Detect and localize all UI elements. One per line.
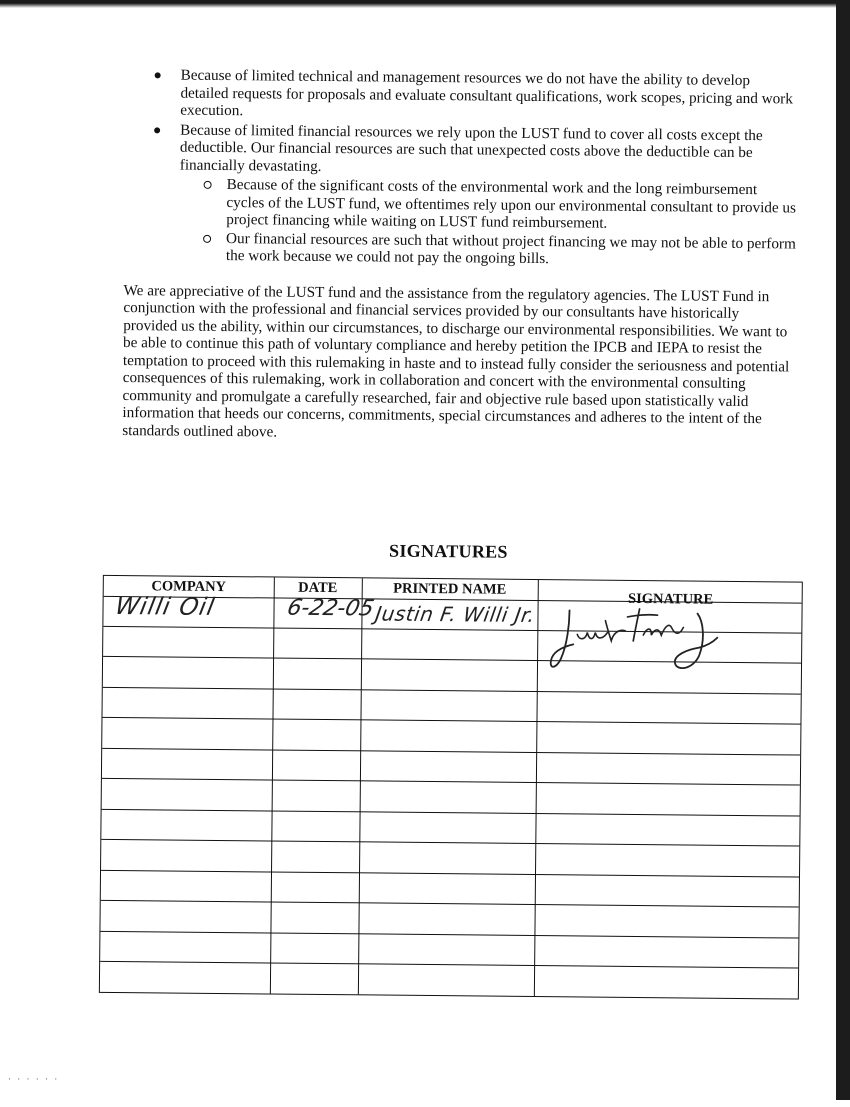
handwritten-date: 6-22-05 (284, 595, 377, 622)
bullet-item (124, 121, 797, 270)
scan-edge-right (836, 0, 850, 1100)
row-divider (100, 961, 798, 969)
sub-bullet-text: Because of the significant costs of the environmental work and the long reimbursement cycles of the LUST fund, we oftentimes rely upon our environmental consultant to provide us project financing while waiting on LUST fund reimbursement. (226, 176, 797, 232)
handwritten-company: Willi Oil (112, 592, 218, 621)
column-divider (270, 578, 275, 994)
bullet-list (124, 66, 798, 270)
row-divider (103, 687, 801, 695)
closing-paragraph: We are appreciative of the LUST fund and the assistance from the regulatory agencies. The LUST Fund in conjunction with the professional and financial services provided by our consultants have historically provided us the ability, within our circumstances, to discharge our environmental responsibilities. We want to be able to continue this path of voluntary compliance and hereby petition the IPCB and IEPA to resist the temptation to proceed with this rulemaking in haste and to instead fully consider the seriousness and potential consequences of this rulemaking, work in collaboration and concert with the environmental consulting community and promulgate a carefully researched, fair and objective rule based upon statistically valid information that heeds our concerns, commitments, special circumstances and adheres to the intent of the standards outlined above. (122, 281, 790, 441)
scan-artifact: · · · · · · (8, 1074, 60, 1084)
row-divider (101, 900, 799, 908)
signature-table (99, 575, 803, 1000)
column-header-company: COMPANY (151, 578, 227, 596)
row-divider (102, 717, 800, 725)
sub-bullet-text: Our financial resources are such that without project financing we may not be able to perform the work because we could not pay the ongoing bills. (225, 229, 796, 268)
bullet-text: Because of limited financial resources we rely upon the LUST fund to cover all costs except the deductible. Our financial resources are such that unexpected costs above the deductible can be financially devastating. (179, 121, 763, 175)
row-divider (102, 778, 800, 786)
column-divider (534, 580, 539, 996)
row-divider (100, 931, 798, 939)
row-divider (102, 748, 800, 756)
signature-scribble-icon (547, 604, 728, 676)
bullet-item (125, 66, 797, 125)
column-header-signature: SIGNATURE (628, 590, 714, 608)
row-divider (101, 870, 799, 878)
bullet-dot-icon (154, 127, 160, 133)
row-divider (101, 839, 799, 847)
column-header-printed-name: PRINTED NAME (393, 580, 507, 598)
signatures-heading: SIGNATURES (389, 540, 508, 562)
bullet-dot-icon (155, 72, 161, 78)
bullet-circle-icon (203, 234, 211, 242)
row-divider (102, 809, 800, 817)
sub-bullet-item (179, 176, 796, 234)
sub-bullet-item (179, 229, 796, 270)
column-header-date: DATE (298, 579, 338, 597)
handwritten-printed-name: Justin F. Willi Jr. (373, 601, 537, 627)
document-body (122, 66, 798, 445)
bullet-circle-icon (204, 181, 212, 189)
column-divider (358, 578, 363, 994)
bullet-text: Because of limited technical and management resources we do not have the ability to develop detailed requests for proposals and evaluate consultant qualifications, work scopes, pricing and work execution. (180, 66, 793, 120)
sub-bullet-list (179, 176, 797, 270)
